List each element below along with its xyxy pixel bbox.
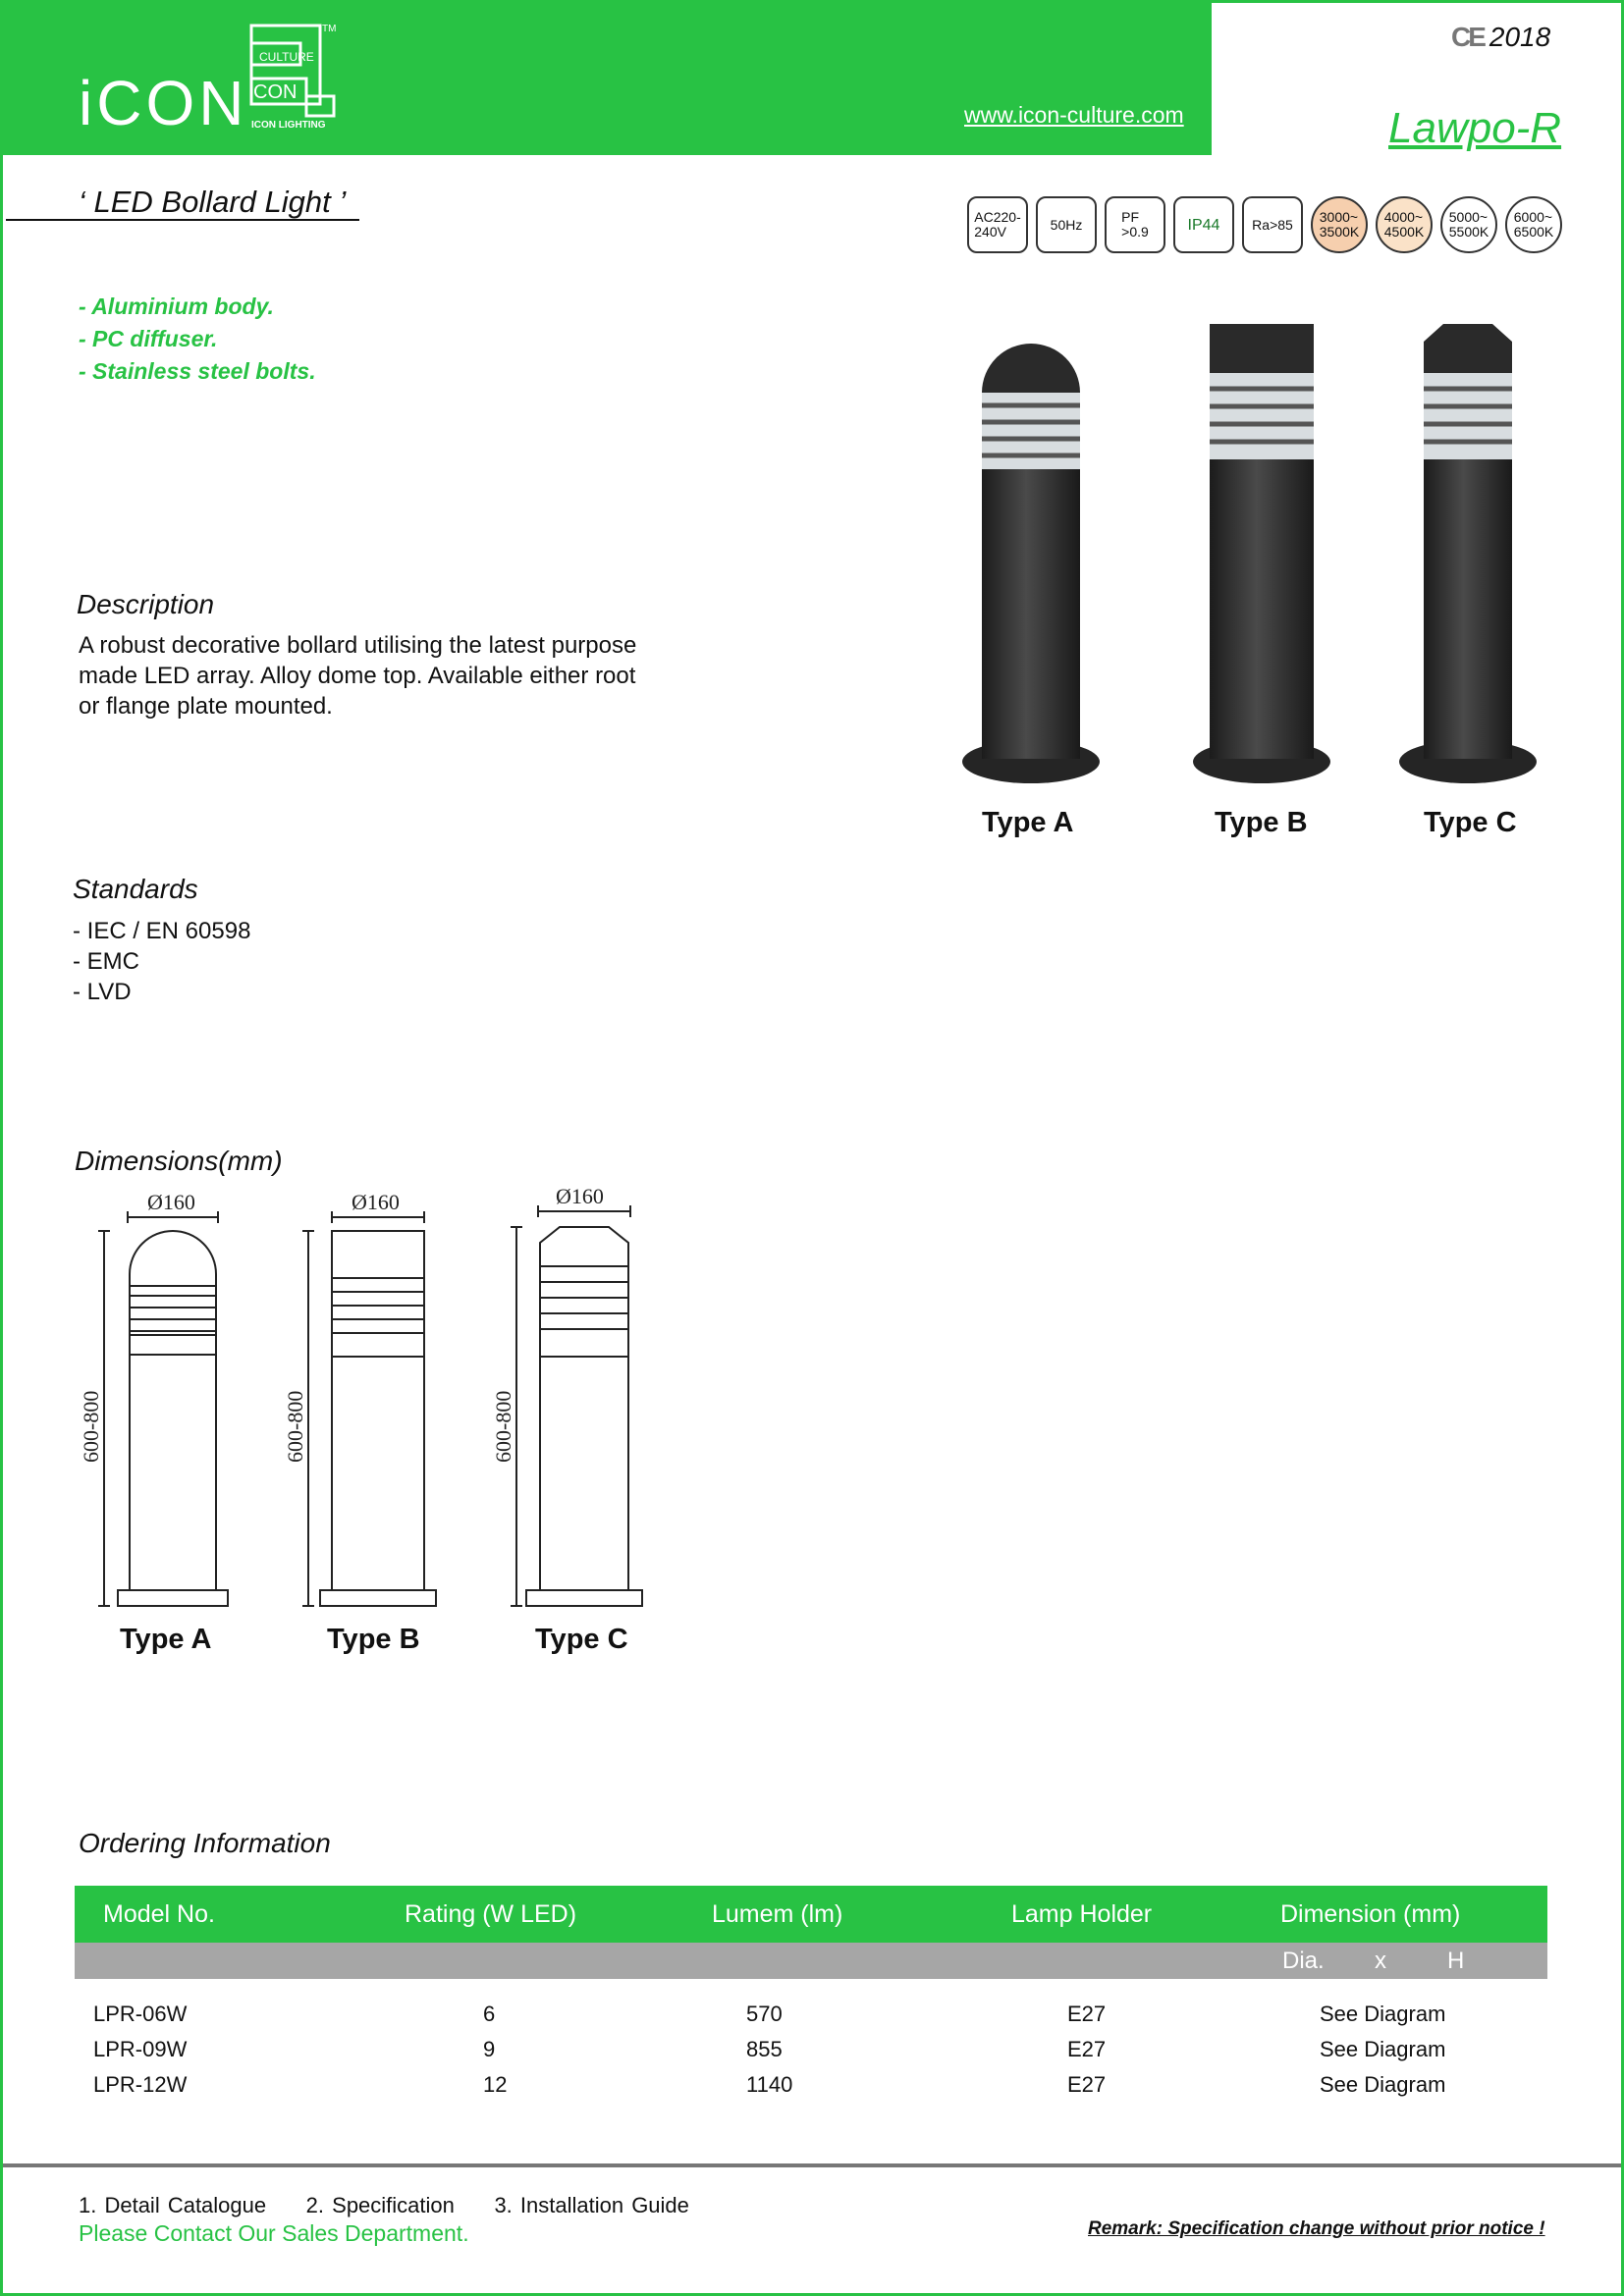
standards-heading: Standards xyxy=(73,874,198,904)
feature-item: - Aluminium body. xyxy=(79,294,274,319)
bollard-photo-type-a xyxy=(962,344,1100,783)
logo-word-culture: CULTURE xyxy=(259,50,314,64)
description-text xyxy=(79,630,636,721)
website-link[interactable]: www.icon-culture.com xyxy=(964,102,1184,128)
column-header-lamp-holder: Lamp Holder xyxy=(1011,1900,1153,1928)
product-title: ‘ LED Bollard Light ’ xyxy=(79,185,347,219)
drawing-label-type-b: Type B xyxy=(327,1624,420,1655)
dimension-subheader-dia: Dia. xyxy=(1282,1948,1325,1974)
cell-lamp-holder: E27 xyxy=(1067,2037,1107,2061)
description-line: A robust decorative bollard utilising the latest purpose xyxy=(79,632,637,659)
table-subheader-row xyxy=(75,1943,1547,1979)
drawing-label-type-a: Type A xyxy=(120,1624,212,1655)
bollard-photo-type-b xyxy=(1193,324,1330,783)
title-underline xyxy=(6,219,359,221)
feature-item: - PC diffuser. xyxy=(79,326,218,351)
spec-badges xyxy=(967,196,1562,253)
feature-item: - Stainless steel bolts. xyxy=(79,358,316,384)
standard-item: - IEC / EN 60598 xyxy=(73,918,251,944)
cell-lumen: 855 xyxy=(746,2037,783,2061)
logo-word-con: CON xyxy=(253,81,298,103)
footer-document-links[interactable]: 1. Detail Catalogue 2. Specification 3. Installation Guide xyxy=(79,2193,689,2217)
cct-3000-badge: 3000~ 3500K xyxy=(1311,196,1368,253)
voltage-badge: AC220- 240V xyxy=(967,196,1028,253)
dimension-drawing-type-c xyxy=(511,1205,642,1606)
cell-dimension: See Diagram xyxy=(1320,2037,1446,2061)
cell-rating: 6 xyxy=(483,2002,496,2026)
diameter-label: Ø160 xyxy=(352,1190,400,1214)
dimensions-heading: Dimensions(mm) xyxy=(75,1146,283,1176)
cell-rating: 9 xyxy=(483,2037,496,2061)
column-header-dimension: Dimension (mm) xyxy=(1280,1900,1461,1928)
ce-icon: CE xyxy=(1451,22,1484,52)
photo-label-type-a: Type A xyxy=(982,807,1074,838)
description-line: or flange plate mounted. xyxy=(79,693,333,720)
description-line: made LED array. Alloy dome top. Available either root xyxy=(79,663,636,689)
model-name: Lawpo-R xyxy=(1388,104,1562,152)
dimension-drawings xyxy=(69,1188,658,1620)
photo-label-type-b: Type B xyxy=(1215,807,1308,838)
cell-lamp-holder: E27 xyxy=(1067,2002,1107,2026)
cct-6000-badge: 6000~ 6500K xyxy=(1505,196,1562,253)
column-header-rating: Rating (W LED) xyxy=(405,1900,577,1928)
brand-logo-icon xyxy=(247,22,346,130)
ce-mark xyxy=(1451,22,1550,53)
brand-logo-text: iCON xyxy=(79,68,248,138)
footer-contact: Please Contact Our Sales Department. xyxy=(79,2220,469,2246)
product-photos xyxy=(952,312,1581,793)
logo-trademark: TM xyxy=(322,24,337,34)
standard-item: - EMC xyxy=(73,948,139,975)
cri-badge: Ra>85 xyxy=(1242,196,1303,253)
drawing-label-type-c: Type C xyxy=(535,1624,628,1655)
dimension-subheader-h: H xyxy=(1447,1948,1465,1974)
diameter-label: Ø160 xyxy=(556,1188,604,1208)
frequency-badge: 50Hz xyxy=(1036,196,1097,253)
footer-divider xyxy=(3,2163,1621,2167)
dimension-drawing-type-a xyxy=(98,1211,228,1606)
cell-rating: 12 xyxy=(483,2072,508,2097)
height-label: 600-800 xyxy=(79,1390,103,1463)
dimension-subheader-x: x xyxy=(1375,1948,1386,1974)
height-label: 600-800 xyxy=(283,1390,307,1463)
cct-5000-badge: 5000~ 5500K xyxy=(1440,196,1497,253)
power-factor-badge: PF >0.9 xyxy=(1105,196,1165,253)
ip-rating-badge: IP44 xyxy=(1173,196,1234,253)
standard-item: - LVD xyxy=(73,979,132,1005)
cell-model: LPR-06W xyxy=(93,2002,188,2026)
cct-4000-badge: 4000~ 4500K xyxy=(1376,196,1433,253)
cell-model: LPR-09W xyxy=(93,2037,188,2061)
cell-model: LPR-12W xyxy=(93,2072,188,2097)
footer-remark: Remark: Specification change without prior notice ! xyxy=(1088,2218,1545,2239)
column-header-lumen: Lumem (lm) xyxy=(712,1900,843,1928)
logo-word-icon-lighting: ICON LIGHTING xyxy=(251,120,326,130)
description-heading: Description xyxy=(77,589,215,619)
cell-lamp-holder: E27 xyxy=(1067,2072,1107,2097)
column-header-model: Model No. xyxy=(103,1900,215,1928)
standards-list xyxy=(73,916,250,1007)
ordering-heading: Ordering Information xyxy=(79,1828,331,1858)
feature-list xyxy=(79,291,316,388)
height-label: 600-800 xyxy=(491,1390,515,1463)
bollard-photo-type-c xyxy=(1399,324,1537,783)
cell-lumen: 1140 xyxy=(746,2072,793,2097)
cell-lumen: 570 xyxy=(746,2002,783,2026)
year-label: 2018 xyxy=(1489,22,1551,52)
cell-dimension: See Diagram xyxy=(1320,2002,1446,2026)
dimension-drawing-type-b xyxy=(302,1211,436,1606)
diameter-label: Ø160 xyxy=(147,1190,195,1214)
photo-label-type-c: Type C xyxy=(1424,807,1517,838)
cell-dimension: See Diagram xyxy=(1320,2072,1446,2097)
